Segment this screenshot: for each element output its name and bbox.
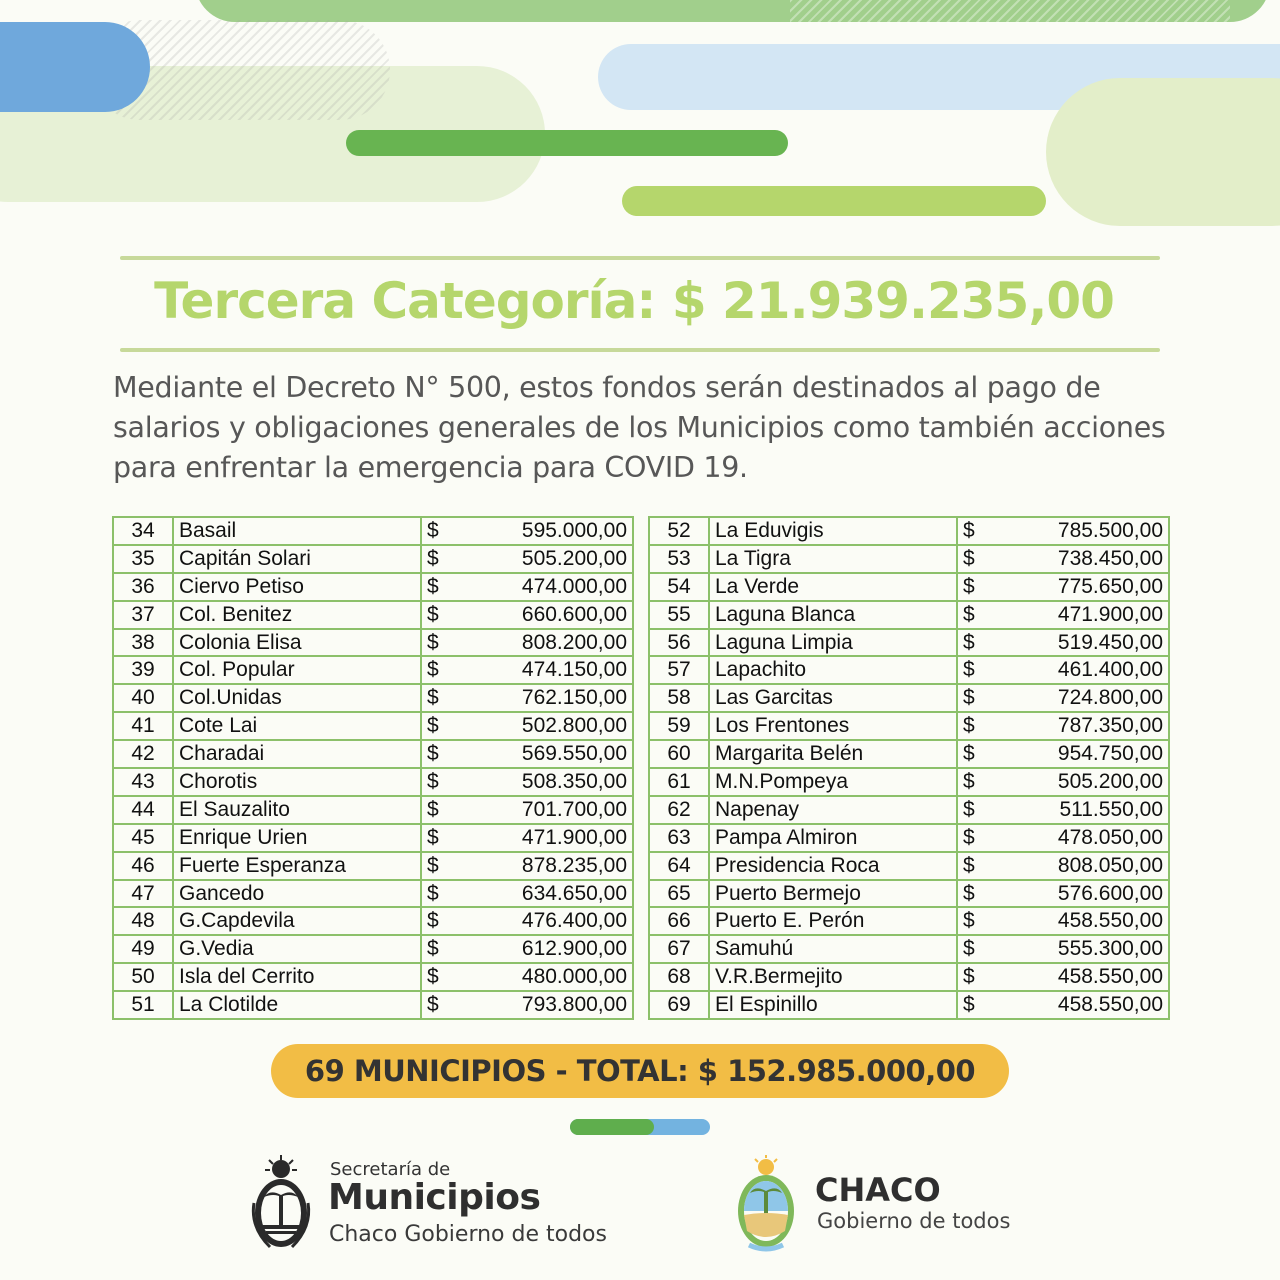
logo-left-line2: Municipios [328, 1177, 541, 1218]
amount-value: 511.550,00 [985, 796, 1169, 824]
amount-value: 471.900,00 [449, 824, 633, 852]
currency-symbol: $ [957, 935, 985, 963]
decor-blue-pill [0, 22, 150, 112]
row-number: 38 [113, 629, 173, 657]
table-row [649, 935, 1169, 963]
row-number: 41 [113, 712, 173, 740]
provincial-seal-icon [248, 1155, 314, 1255]
table-row [649, 740, 1169, 768]
currency-symbol: $ [421, 824, 449, 852]
municipality-name: Las Garcitas [709, 684, 957, 712]
currency-symbol: $ [421, 712, 449, 740]
municipality-name: V.R.Bermejito [709, 963, 957, 991]
table-row [113, 796, 633, 824]
table-row [113, 963, 633, 991]
municipality-name: Cote Lai [173, 712, 421, 740]
amount-value: 555.300,00 [985, 935, 1169, 963]
municipalities-table-left [112, 516, 634, 1020]
amount-value: 775.650,00 [985, 573, 1169, 601]
amount-value: 787.350,00 [985, 712, 1169, 740]
amount-value: 808.200,00 [449, 629, 633, 657]
currency-symbol: $ [957, 712, 985, 740]
row-number: 65 [649, 880, 709, 908]
currency-symbol: $ [421, 740, 449, 768]
row-number: 35 [113, 545, 173, 573]
municipality-name: Los Frentones [709, 712, 957, 740]
table-row [113, 573, 633, 601]
currency-symbol: $ [957, 852, 985, 880]
municipality-name: Isla del Cerrito [173, 963, 421, 991]
municipality-name: M.N.Pompeya [709, 768, 957, 796]
currency-symbol: $ [421, 601, 449, 629]
chaco-shield-icon [733, 1155, 799, 1255]
municipality-name: Presidencia Roca [709, 852, 957, 880]
row-number: 44 [113, 796, 173, 824]
currency-symbol: $ [957, 768, 985, 796]
municipality-name: Samuhú [709, 935, 957, 963]
table-row [649, 796, 1169, 824]
municipality-name: La Tigra [709, 545, 957, 573]
table-row [649, 684, 1169, 712]
amount-value: 595.000,00 [449, 517, 633, 545]
secretaria-municipios-logo [248, 1155, 628, 1255]
row-number: 52 [649, 517, 709, 545]
currency-symbol: $ [957, 601, 985, 629]
description-text: Mediante el Decreto N° 500, estos fondos serán destinados al pago de salarios y obligaciones generales de los Municipios como también acciones para enfrentar la emergencia para COVID 19. [113, 371, 1166, 484]
currency-symbol: $ [957, 963, 985, 991]
currency-symbol: $ [957, 907, 985, 935]
amount-value: 502.800,00 [449, 712, 633, 740]
chaco-gobierno-logo [733, 1155, 1053, 1255]
row-number: 56 [649, 629, 709, 657]
table-row [113, 991, 633, 1019]
logo-left-line1: Secretaría de [330, 1159, 451, 1180]
amount-value: 458.550,00 [985, 907, 1169, 935]
municipality-name: Margarita Belén [709, 740, 957, 768]
row-number: 40 [113, 684, 173, 712]
amount-value: 474.000,00 [449, 573, 633, 601]
amount-value: 505.200,00 [449, 545, 633, 573]
currency-symbol: $ [421, 907, 449, 935]
table-row [113, 740, 633, 768]
currency-symbol: $ [421, 684, 449, 712]
row-number: 60 [649, 740, 709, 768]
amount-value: 793.800,00 [449, 991, 633, 1019]
currency-symbol: $ [957, 629, 985, 657]
amount-value: 660.600,00 [449, 601, 633, 629]
currency-symbol: $ [957, 573, 985, 601]
currency-symbol: $ [957, 740, 985, 768]
table-row [649, 991, 1169, 1019]
currency-symbol: $ [957, 545, 985, 573]
table-row [649, 712, 1169, 740]
amount-value: 785.500,00 [985, 517, 1169, 545]
row-number: 43 [113, 768, 173, 796]
municipality-name: La Verde [709, 573, 957, 601]
amount-value: 505.200,00 [985, 768, 1169, 796]
row-number: 37 [113, 601, 173, 629]
title-rule-top [120, 256, 1160, 260]
table-row [649, 824, 1169, 852]
row-number: 46 [113, 852, 173, 880]
top-decor-hatch [790, 0, 1230, 22]
table-row [113, 629, 633, 657]
municipality-name: G.Vedia [173, 935, 421, 963]
table-row [649, 880, 1169, 908]
currency-symbol: $ [421, 629, 449, 657]
amount-value: 954.750,00 [985, 740, 1169, 768]
municipality-name: Col.Unidas [173, 684, 421, 712]
amount-value: 471.900,00 [985, 601, 1169, 629]
row-number: 69 [649, 991, 709, 1019]
row-number: 67 [649, 935, 709, 963]
row-number: 47 [113, 880, 173, 908]
table-row [113, 517, 633, 545]
municipality-name: Capitán Solari [173, 545, 421, 573]
row-number: 49 [113, 935, 173, 963]
table-body-right [649, 517, 1169, 1019]
municipality-name: Charadai [173, 740, 421, 768]
row-number: 61 [649, 768, 709, 796]
currency-symbol: $ [421, 656, 449, 684]
row-number: 55 [649, 601, 709, 629]
table-row [113, 768, 633, 796]
row-number: 54 [649, 573, 709, 601]
table-row [113, 852, 633, 880]
amount-value: 612.900,00 [449, 935, 633, 963]
table-row [113, 601, 633, 629]
currency-symbol: $ [421, 852, 449, 880]
table-row [649, 656, 1169, 684]
currency-symbol: $ [421, 768, 449, 796]
amount-value: 458.550,00 [985, 991, 1169, 1019]
municipality-name: Puerto E. Perón [709, 907, 957, 935]
table-row [113, 935, 633, 963]
currency-symbol: $ [421, 991, 449, 1019]
municipality-name: La Clotilde [173, 991, 421, 1019]
municipality-name: Pampa Almiron [709, 824, 957, 852]
municipality-name: El Espinillo [709, 991, 957, 1019]
table-row [649, 517, 1169, 545]
row-number: 34 [113, 517, 173, 545]
municipality-name: Col. Benitez [173, 601, 421, 629]
municipalities-table-right [648, 516, 1170, 1020]
amount-value: 476.400,00 [449, 907, 633, 935]
municipality-name: Laguna Limpia [709, 629, 957, 657]
currency-symbol: $ [957, 517, 985, 545]
municipality-name: Napenay [709, 796, 957, 824]
table-row [113, 907, 633, 935]
currency-symbol: $ [957, 824, 985, 852]
municipality-name: Fuerte Esperanza [173, 852, 421, 880]
municipality-name: Chorotis [173, 768, 421, 796]
amount-value: 569.550,00 [449, 740, 633, 768]
row-number: 68 [649, 963, 709, 991]
currency-symbol: $ [957, 880, 985, 908]
table-row [649, 545, 1169, 573]
row-number: 50 [113, 963, 173, 991]
municipality-name: Laguna Blanca [709, 601, 957, 629]
amount-value: 480.000,00 [449, 963, 633, 991]
currency-symbol: $ [421, 796, 449, 824]
amount-value: 738.450,00 [985, 545, 1169, 573]
logo-left-line3: Chaco Gobierno de todos [329, 1222, 607, 1247]
amount-value: 474.150,00 [449, 656, 633, 684]
municipality-name: Colonia Elisa [173, 629, 421, 657]
row-number: 39 [113, 656, 173, 684]
currency-symbol: $ [421, 573, 449, 601]
row-number: 36 [113, 573, 173, 601]
total-banner: 69 MUNICIPIOS - TOTAL: $ 152.985.000,00 [271, 1044, 1009, 1098]
row-number: 48 [113, 907, 173, 935]
row-number: 62 [649, 796, 709, 824]
municipality-name: Enrique Urien [173, 824, 421, 852]
amount-value: 762.150,00 [449, 684, 633, 712]
table-row [649, 601, 1169, 629]
municipality-name: Puerto Bermejo [709, 880, 957, 908]
amount-value: 724.800,00 [985, 684, 1169, 712]
divider-green-pill [570, 1119, 654, 1135]
table-body-left [113, 517, 633, 1019]
table-row [113, 824, 633, 852]
amount-value: 461.400,00 [985, 656, 1169, 684]
municipality-name: Col. Popular [173, 656, 421, 684]
row-number: 51 [113, 991, 173, 1019]
row-number: 66 [649, 907, 709, 935]
decor-green-bar [346, 130, 788, 156]
decor-lime-bar [622, 186, 1046, 216]
table-row [113, 684, 633, 712]
table-row [113, 880, 633, 908]
row-number: 64 [649, 852, 709, 880]
currency-symbol: $ [421, 935, 449, 963]
row-number: 53 [649, 545, 709, 573]
amount-value: 808.050,00 [985, 852, 1169, 880]
logo-right-line1: CHACO [815, 1171, 941, 1209]
currency-symbol: $ [957, 991, 985, 1019]
currency-symbol: $ [421, 963, 449, 991]
amount-value: 458.550,00 [985, 963, 1169, 991]
currency-symbol: $ [421, 517, 449, 545]
municipality-name: Basail [173, 517, 421, 545]
municipality-name: Lapachito [709, 656, 957, 684]
amount-value: 701.700,00 [449, 796, 633, 824]
row-number: 59 [649, 712, 709, 740]
table-row [113, 656, 633, 684]
logo-right-line2: Gobierno de todos [817, 1209, 1011, 1233]
municipality-name: Gancedo [173, 880, 421, 908]
amount-value: 519.450,00 [985, 629, 1169, 657]
title-rule-bottom [120, 348, 1160, 352]
municipality-name: El Sauzalito [173, 796, 421, 824]
amount-value: 478.050,00 [985, 824, 1169, 852]
amount-value: 576.600,00 [985, 880, 1169, 908]
row-number: 42 [113, 740, 173, 768]
table-row [649, 768, 1169, 796]
table-row [649, 907, 1169, 935]
amount-value: 878.235,00 [449, 852, 633, 880]
currency-symbol: $ [957, 656, 985, 684]
currency-symbol: $ [957, 796, 985, 824]
table-row [649, 629, 1169, 657]
table-row [649, 963, 1169, 991]
table-row [113, 712, 633, 740]
table-row [113, 545, 633, 573]
municipality-name: Ciervo Petiso [173, 573, 421, 601]
municipality-name: G.Capdevila [173, 907, 421, 935]
currency-symbol: $ [957, 684, 985, 712]
page-title: Tercera Categoría: $ 21.939.235,00 [154, 272, 1114, 330]
decor-pale-green-pill [1046, 78, 1280, 226]
row-number: 58 [649, 684, 709, 712]
currency-symbol: $ [421, 545, 449, 573]
table-row [649, 573, 1169, 601]
row-number: 45 [113, 824, 173, 852]
municipality-name: La Eduvigis [709, 517, 957, 545]
row-number: 63 [649, 824, 709, 852]
row-number: 57 [649, 656, 709, 684]
currency-symbol: $ [421, 880, 449, 908]
table-row [649, 852, 1169, 880]
amount-value: 634.650,00 [449, 880, 633, 908]
amount-value: 508.350,00 [449, 768, 633, 796]
